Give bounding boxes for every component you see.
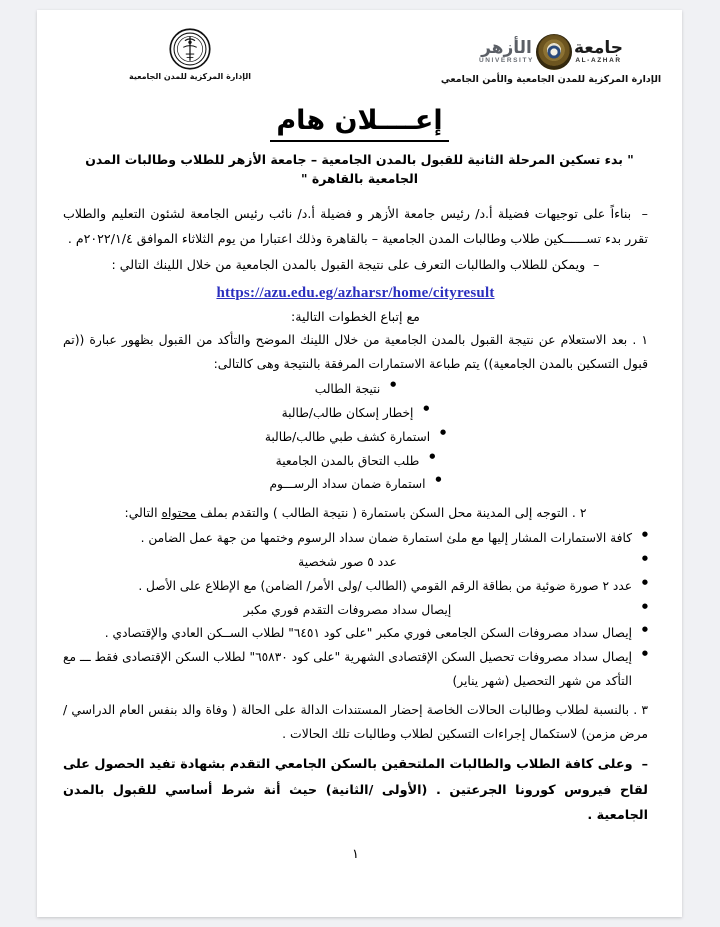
item-2-text-after: التالي:: [124, 505, 162, 521]
item-1-bullet-3: ● استمارة كشف طبي طالب/طالبة: [265, 426, 446, 450]
intro-paragraph-text: بناءاً على توجيهات فضيلة أ.د/ رئيس جامعة الأزهر و فضيلة أ.د/ نائب رئيس الجامعة لشئون التعليم والطلاب تقرر بدء تســــــكين طلاب وطالبات المدن الجامعية – بالقاهرة وذلك اعتبارا من يوم الثلاثاء الموافق ٢٠٢٢/١/٤م .: [63, 206, 648, 246]
item-1-number: ١ .: [632, 331, 648, 347]
document-subtitle: " بدء تسكين المرحلة الثانية للقبول بالمدن الجامعية – جامعة الأزهر للطلاب وطالبات المدن الجامعية بالقاهرة ": [85, 151, 634, 186]
item-1-bullet-5: ● استمارة ضمان سداد الرســـوم: [270, 473, 442, 497]
circular-emblem-icon: [169, 28, 211, 70]
list-item: [63, 378, 648, 402]
item-3-text: بالنسبة لطلاب وطالبات الحالات الخاصة إحضار المستندات الدالة على الحالة ( وفاة والد بنفس العام الدراسي / مرض مزمن) لاستكمال إجراءات التسكين لطلاب وطالبات تلك الحالات .: [63, 701, 648, 742]
link-paragraph-text: ويمكن للطلاب والطالبات التعرف على نتيجة القبول بالمدن الجامعية من خلال اللينك التالي :: [111, 257, 586, 273]
item-3-number: ٣ .: [633, 701, 648, 717]
university-logo-block: [432, 32, 670, 85]
document-page: [37, 10, 682, 917]
document-header: [37, 10, 682, 102]
central-administration-logo-block: [115, 28, 265, 81]
item-1-bullet-1: ● نتيجة الطالب: [315, 378, 397, 402]
item-1-text: بعد الاستعلام عن نتيجة القبول بالمدن الجامعية من خلال اللينك الموضح والتأكد من القبول بظهور عبارة ((تم قبول التسكين بالمدن الجامعية)) يتم طباعة الاستمارات المرفقة بالنتيجة وهى كالتالى:: [63, 331, 648, 372]
list-item: ● إيصال سداد مصروفات التقدم فوري مكبر: [63, 599, 648, 623]
intro-paragraph: [63, 202, 648, 251]
item-2-bullet-list: [63, 527, 648, 693]
item-1-bullet-2: ● إخطار إسكان طالب/طالبة: [282, 402, 430, 426]
list-item: [63, 402, 648, 426]
list-item: ● كافة الاستمارات المشار إليها مع ملئ استمارة ضمان سداد الرسوم وختمها من جهة عمل الضامن .: [63, 527, 648, 551]
right-department-label: الإدارة المركزية للمدن الجامعية والأمن الجامعي: [440, 74, 662, 85]
list-item: ● عدد ٢ صورة ضوئية من بطاقة الرقم القومي (الطالب /ولى الأمر/ الضامن) مع الإطلاع على الأصل .: [63, 575, 648, 599]
document-body: [63, 202, 648, 862]
final-note-paragraph: [63, 752, 648, 829]
list-item: [63, 450, 648, 474]
list-item: ● إيصال سداد مصروفات السكن الجامعى فوري مكبر "على كود ٦٤٥١" لطلاب الســكن العادي والإقتصادي .: [63, 622, 648, 646]
left-department-label: الإدارة المركزية للمدن الجامعية: [128, 72, 252, 81]
final-note-text: وعلى كافة الطلاب والطالبات الملتحقين بالسكن الجامعي التقدم بشهادة تفيد الحصول على لقاح فيروس كورونا الجرعتين . (الأولى /الثانية) حيث أنة شرط أساسي للقبول بالمدن الجامعية .: [63, 757, 648, 824]
university-name-arabic-right: جامعة AL-AZHAR: [573, 37, 624, 64]
result-link-container: [63, 282, 648, 302]
dash-marker-2: –: [585, 257, 600, 273]
list-item: ● إيصال سداد مصروفات تحصيل السكن الإقتصادى الشهرية "على كود ٦٥٨٣٠" لطلاب السكن الإقتصادى فقط ـــ مع التأكد من شهر التحصيل (شهر يناير): [63, 646, 648, 694]
page-number: ١: [352, 846, 359, 862]
numbered-item-1: [63, 328, 648, 376]
list-item: [63, 473, 648, 497]
steps-lead-text: مع إتباع الخطوات التالية:: [291, 308, 420, 324]
item-1-bullet-4: ● طلب التحاق بالمدن الجامعية: [276, 450, 436, 474]
university-seal-icon: [536, 34, 572, 70]
page-title: إعــــلان هام: [270, 104, 448, 142]
numbered-item-3: [63, 698, 648, 746]
university-name-arabic-left: الأزهر UNIVERSITY: [478, 37, 534, 64]
item-2-number: ٢ .: [571, 505, 587, 521]
item-2-text-underlined: محتواه: [161, 505, 197, 521]
city-result-link[interactable]: https://azu.edu.eg/azharsr/home/cityresult: [216, 284, 495, 301]
item-1-bullet-list: [63, 378, 648, 497]
item-2-text-before: التوجه إلى المدينة محل السكن باستمارة ( نتيجة الطالب ) والتقدم بملف: [196, 505, 568, 521]
list-item: [63, 426, 648, 450]
numbered-item-2: [63, 501, 648, 525]
title-section: [37, 104, 682, 142]
list-item: ● عدد ٥ صور شخصية: [63, 551, 648, 575]
link-paragraph: [63, 253, 648, 278]
dash-marker: –: [631, 206, 648, 222]
dash-marker-3: –: [632, 757, 648, 773]
